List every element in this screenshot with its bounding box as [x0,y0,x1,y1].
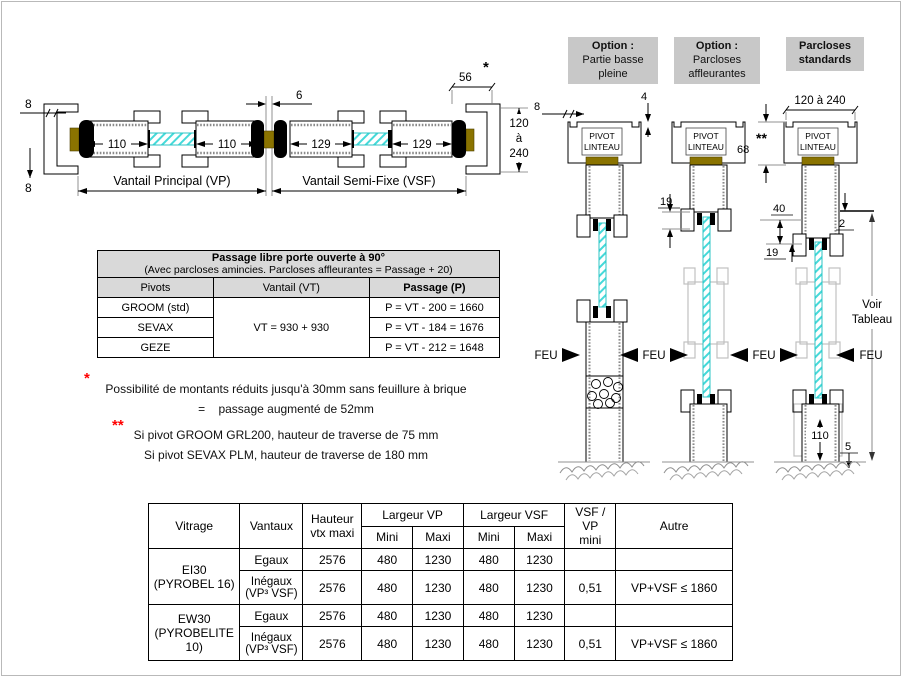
voir-tableau-dimension [849,213,896,461]
dim-240: 240 [509,148,529,160]
option2-title: Option : [695,40,739,52]
dim-129-b: 129 [412,139,432,151]
dim-a: à [515,133,523,145]
passage-table [97,250,500,358]
col-header-vitrage: Vitrage [149,504,240,549]
col-header-largeur-vsf: Largeur VSF [463,504,565,527]
glass-full [815,242,822,398]
section-partie-basse-pleine [534,91,651,462]
option1-title: Option : [591,40,635,52]
table-row: SEVAX P = VT - 184 = 1676 [98,318,500,338]
feu-arrow-left-icon [730,348,748,362]
col-header-mini: Mini [463,526,514,549]
col-header-ratio: VSF / VP mini [565,504,616,549]
col-header-pivots: Pivots [98,278,214,298]
dim-19-a: 19 [660,196,673,208]
asterisk-red: * [483,59,489,76]
vertical-sections-drawing [520,88,902,488]
dim-5: 5 [845,441,852,453]
note1-asterisk: * [84,370,90,387]
note2-line2: Si pivot SEVAX PLM, hauteur de traverse de 180 mm [144,448,428,462]
vp-label: Vantail Principal (VP) [113,174,231,188]
passage-table-title: Passage libre porte ouverte à 90° (Avec parcloses amincies. Parcloses affleurantes = Passage + 20) [98,251,500,278]
svg-text:FEU: FEU [642,350,666,362]
note1-line2: = passage augmenté de 52mm [198,402,374,416]
dim-2: 2 [839,218,846,230]
dim-40: 40 [773,203,786,215]
voir-label: Voir [862,299,882,311]
option-box-parcloses-standards: Parcloses standards [786,37,864,71]
right-seal [466,129,474,151]
vt-value-cell: VT = 930 + 930 [213,298,369,358]
horizontal-section-drawing [8,52,540,200]
svg-text:FEU: FEU [752,350,776,362]
dim-8-top: 8 [25,97,32,111]
dim-110: 110 [811,430,829,442]
dim-56: 56 [459,72,472,84]
ground-hatch [662,462,754,480]
feu-label: FEU [534,350,558,362]
col-header-hauteur: Hauteur vtx maxi [303,504,362,549]
feu-arrow-right-icon [562,348,580,362]
col-header-largeur-vp: Largeur VP [362,504,464,527]
glass-full [703,217,710,397]
svg-text:FEU: FEU [859,350,883,362]
dim-120: 120 [509,118,529,130]
col-header-vantaux: Vantaux [240,504,303,549]
dim-8: 8 [534,101,541,113]
col-header-mini: Mini [362,526,413,549]
col-header-passage: Passage (P) [369,278,499,298]
svg-text:Tableau: Tableau [851,314,893,326]
table-row: GEZE P = VT - 212 = 1648 [98,338,500,358]
svg-text:PIVOT: PIVOT [693,131,719,141]
dim-68: 68 [737,144,750,156]
feu-arrow-right-icon [670,348,688,362]
note2-asterisk: ** [112,417,124,434]
dim-120-240: 120 à 240 [794,95,846,107]
ground-hatch [558,462,650,480]
double-asterisk-red: ** [756,130,767,146]
svg-text:LINTEAU: LINTEAU [800,142,836,152]
table-row: Inégaux (VP³ VSF) 2576 480 1230 480 1230 0,51 VP+VSF ≤ 1860 [149,627,733,661]
option-box-parcloses-affleurantes: Option : Parcloses affleurantes [674,37,760,84]
svg-text:LINTEAU: LINTEAU [688,142,724,152]
col-header-maxi: Maxi [413,526,464,549]
section-parcloses-affleurantes [658,122,745,462]
dim-110-b: 110 [217,139,237,151]
dim-6: 6 [296,90,303,102]
dim-4: 4 [641,91,648,103]
table-row: GROOM (std) VT = 930 + 930 P = VT - 200 = 1660 [98,298,500,318]
center-seal [264,131,274,148]
solid-bottom-panel [586,322,623,462]
feu-arrow-right-icon [780,348,798,362]
col-header-autre: Autre [616,504,733,549]
vp-glass [148,133,196,145]
spec-table [148,503,733,661]
linteau-seal [586,157,618,165]
col-header-vantail: Vantail (VT) [213,278,369,298]
vitrage-ei30-cell: EI30 (PYROBEL 16) [149,549,240,605]
vsf-label: Vantail Semi-Fixe (VSF) [302,174,436,188]
table-row: EI30 (PYROBEL 16) Egaux 2576 480 1230 480 1230 [149,549,733,571]
note1-line1: Possibilité de montants réduits jusqu'à 30mm sans feuillure à brique [105,382,467,396]
vsf-glass [352,133,390,145]
dim-110-a: 110 [107,139,127,151]
section-parcloses-standards [737,95,874,468]
dim-129-a: 129 [311,139,331,151]
pivot-linteau-label: PIVOT [589,131,615,141]
svg-text:PIVOT: PIVOT [805,131,831,141]
note2-line1: Si pivot GROOM GRL200, hauteur de traverse de 75 mm [133,428,439,442]
ground-hatch [774,462,866,480]
glass-upper [599,223,606,307]
option-box-partie-basse: Option : Partie basse pleine [568,37,658,84]
table-row: Inégaux (VP³ VSF) 2576 480 1230 480 1230 0,51 VP+VSF ≤ 1860 [149,571,733,605]
left-seal [70,128,79,151]
feu-arrow-left-icon [836,348,854,362]
dim-8-bottom: 8 [25,181,32,195]
vitrage-ew30-cell: EW30 (PYROBELITE 10) [149,605,240,661]
col-header-maxi: Maxi [514,526,565,549]
svg-text:LINTEAU: LINTEAU [584,142,620,152]
table-row: EW30 (PYROBELITE 10) Egaux 2576 480 1230 480 1230 [149,605,733,627]
dim-19-b: 19 [766,247,779,259]
